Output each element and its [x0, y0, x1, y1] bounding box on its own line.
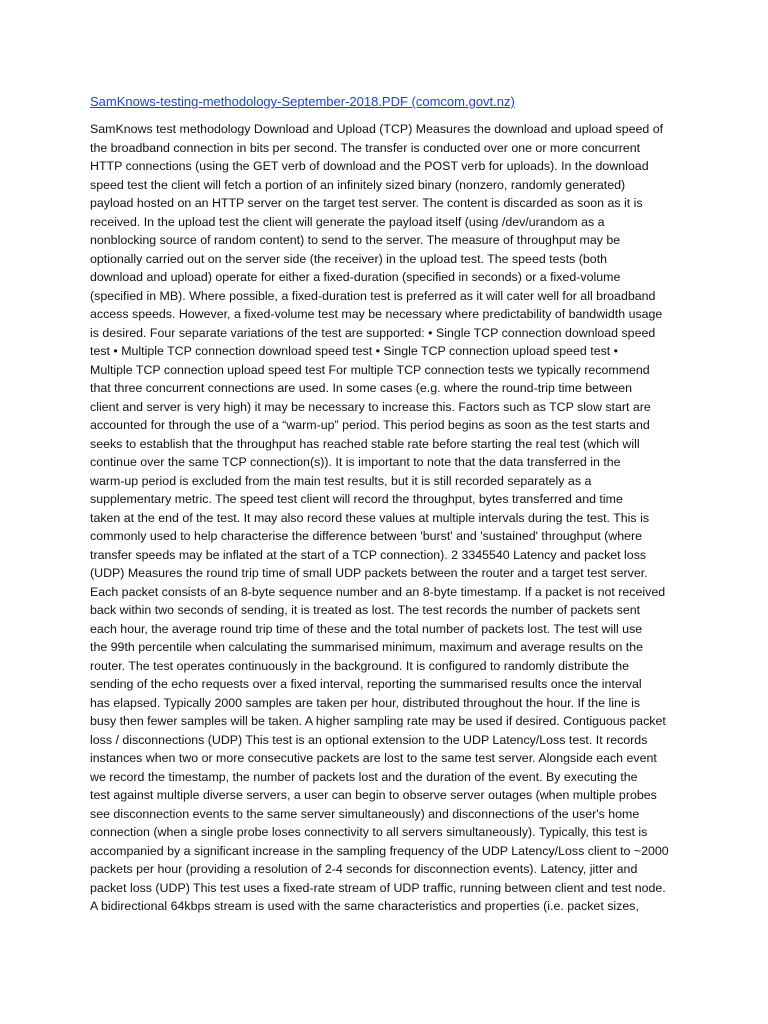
text-line: test against multiple diverse servers, a user can begin to observe server outages (when multiple probes: [90, 788, 657, 802]
text-line: packet loss (UDP) This test uses a fixed-rate stream of UDP traffic, running between client and test node.: [90, 880, 666, 895]
text-line: connection (when a single probe loses connectivity to all servers simultaneously). Typically, this test is: [90, 825, 648, 839]
text-line: sending of the echo requests over a fixed interval, reporting the summarised results once the interval: [90, 677, 642, 691]
text-line: access speeds. However, a fixed-volume test may be necessary where predictability of bandwidth usage: [90, 307, 663, 321]
text-line: Multiple TCP connection upload speed test For multiple TCP connection tests we typically recommend: [90, 362, 650, 377]
text-line: busy then fewer samples will be taken. A higher sampling rate may be used if desired. Contiguous packet: [90, 714, 666, 728]
text-line: transfer speeds may be inflated at the start of a TCP connection). 2 3345540 Latency and packet loss: [90, 547, 647, 562]
text-line: see disconnection events to the same server simultaneously) and disconnections of the user's home: [90, 806, 640, 821]
text-line: each hour, the average round trip time of these and the total number of packets lost. The test will use: [90, 621, 643, 636]
text-line: is desired. Four separate variations of the test are supported: • Single TCP connection download speed: [90, 325, 656, 340]
text-line: supplementary metric. The speed test client will record the throughput, bytes transferred and time: [90, 492, 623, 506]
text-line: warm-up period is excluded from the main test results, but it is still recorded separately as a: [90, 473, 592, 488]
text-line: payload hosted on an HTTP server on the target test server. The content is discarded as soon as it is: [90, 196, 643, 210]
text-line: the broadband connection in bits per second. The transfer is conducted over one or more concurrent: [90, 140, 641, 155]
text-line: (UDP) Measures the round trip time of small UDP packets between the router and a target test server.: [90, 566, 648, 580]
text-line: has elapsed. Typically 2000 samples are taken per hour, distributed throughout the hour. If the line is: [90, 695, 641, 710]
text-line: nonblocking source of random content) to send to the server. The measure of throughput may be: [90, 233, 621, 247]
text-line: taken at the end of the test. It may also record these values at multiple intervals during the test. This is: [90, 510, 650, 525]
text-line: Each packet consists of an 8-byte sequence number and an 8-byte timestamp. If a packet is not received: [90, 584, 666, 599]
text-line: back within two seconds of sending, it is treated as lost. The test records the number of packets sent: [90, 603, 641, 617]
text-line: client and server is very high) it may be necessary to increase this. Factors such as TCP slow start are: [90, 399, 651, 414]
text-line: test • Multiple TCP connection download speed test • Single TCP connection upload speed test •: [90, 344, 619, 358]
text-line: commonly used to help characterise the difference between 'burst' and 'sustained' throughput (where: [90, 529, 642, 543]
document-body-text: [90, 120, 690, 916]
text-line: seeks to establish that the throughput has reached stable rate before starting the real test (which will: [90, 436, 640, 451]
text-line: HTTP connections (using the GET verb of download and the POST verb for uploads). In the download: [90, 159, 649, 173]
text-line: we record the timestamp, the number of packets lost and the duration of the event. By executing the: [90, 769, 638, 784]
text-line: that three concurrent connections are used. In some cases (e.g. where the round-trip time between: [90, 381, 633, 395]
text-line: the 99th percentile when calculating the summarised minimum, maximum and average results on the: [90, 640, 644, 654]
text-line: received. In the upload test the client will generate the payload itself (using /dev/urandom as a: [90, 214, 605, 229]
text-line: accompanied by a significant increase in the sampling frequency of the UDP Latency/Loss client to ~2000: [90, 843, 669, 858]
text-line: (specified in MB). Where possible, a fixed-duration test is preferred as it will cater well for all broadband: [90, 288, 656, 303]
text-line: speed test the client will fetch a portion of an infinitely sized binary (nonzero, randomly generated): [90, 177, 626, 192]
text-line: router. The test operates continuously in the background. It is configured to randomly distribute the: [90, 658, 630, 673]
text-line: packets per hour (providing a resolution of 2-4 seconds for disconnection events). Latency, jitter and: [90, 862, 638, 876]
text-line: instances when two or more consecutive packets are lost to the same test server. Alongside each event: [90, 751, 657, 765]
text-line: A bidirectional 64kbps stream is used with the same characteristics and properties (i.e. packet sizes,: [90, 899, 639, 913]
text-line: loss / disconnections (UDP) This test is an optional extension to the UDP Latency/Loss test. It records: [90, 732, 648, 747]
text-line: continue over the same TCP connection(s)). It is important to note that the data transferred in the: [90, 455, 621, 469]
text-line: SamKnows test methodology Download and Upload (TCP) Measures the download and upload speed of: [90, 122, 664, 136]
text-line: optionally carried out on the server side (the receiver) in the upload test. The speed tests (both: [90, 251, 608, 266]
text-line: download and upload) operate for either a fixed-duration (specified in seconds) or a fixed-volume: [90, 270, 621, 284]
source-document-link[interactable]: SamKnows-testing-methodology-September-2018.PDF (comcom.govt.nz): [90, 94, 515, 109]
text-line: accounted for through the use of a “warm-up” period. This period begins as soon as the test starts and: [90, 418, 650, 432]
